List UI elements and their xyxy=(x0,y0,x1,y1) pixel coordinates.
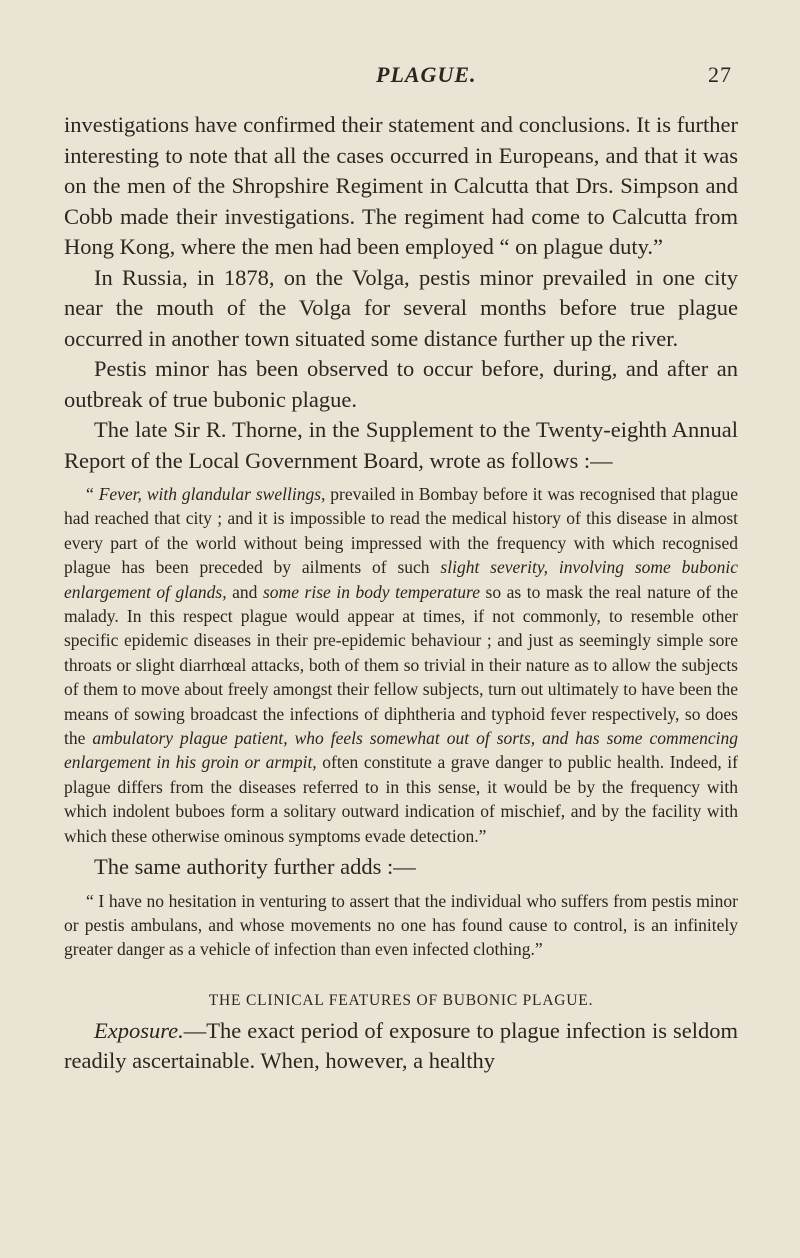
quote-hesitation: “ I have no hesitation in venturing to assert that the individual who suffers from pestis minor or pestis ambulans, and whose movements no one has found cause to control, is an infinitely greater danger as a vehicle of infection than even infected clothing.” xyxy=(64,890,738,960)
running-head-title: PLAGUE. xyxy=(376,62,477,87)
quote-text-1: prevailed in Bombay before it was recognised that plague had reached that city ; and it is impossible to read the medical history of this disease in almost every part of the world without being impressed with the frequency with which recognised plague has been preceded by ailments of such xyxy=(64,484,738,578)
paragraph-exposure xyxy=(64,1016,738,1077)
quote-open: “ xyxy=(86,484,99,504)
paragraph-russia: In Russia, in 1878, on the Volga, pestis minor prevailed in one city near the mouth of the Volga for several months before true plague occurred in another town situated some distance further up the river. xyxy=(64,264,738,351)
quote-text-4: often constitute a grave danger to public health. Indeed, if plague differs from the diseases referred to in this sense, it would be by the frequency with which indolent buboes form a solitary outward indication of mischief, and by the facility with which these otherwise ominous symptoms evade detection.” xyxy=(64,752,738,846)
quote-italic-body-temperature: some rise in body temperature xyxy=(263,581,480,602)
paragraph-thorne: The late Sir R. Thorne, in the Supplement to the Twenty-eighth Annual Report of the Local Government Board, wrote as follows :— xyxy=(64,417,738,473)
quote-italic-fever: Fever, with glandular swellings, xyxy=(98,484,326,504)
quote-italic-slight-severity: slight severity, involving some bubonic enlargement of glands, xyxy=(64,557,739,602)
quote-text-3: so as to mask the real nature of the malady. In this respect plague would appear at times, if not commonly, to resemble other specific epidemic diseases in their pre-epidemic behaviour ; and just as seemingly simple sore throats or slight diarrhœal attacks, both of them so trivial in their nature as to allow the subjects of them to move about freely amongst their fellow subjects, turn out ultimately to have been the means of sowing broadcast the infections of diphtheria and typhoid fever respectively, so does the xyxy=(64,581,738,749)
page-number: 27 xyxy=(708,62,732,87)
quote-italic-ambulatory: ambulatory plague patient, who feels somewhat out of sorts, and has some commencing enlargement in his groin or armpit, xyxy=(64,728,738,773)
exposure-text: —The exact period of exposure to plague infection is seldom readily ascertainable. When, however, a healthy xyxy=(64,1017,738,1074)
quote-thorne xyxy=(64,482,738,848)
exposure-label: Exposure. xyxy=(94,1017,184,1043)
paragraph-investigations: investigations have confirmed their statement and conclusions. It is further interesting to note that all the cases occurred in Europeans, and that it was on the men of the Shropshire Regiment in Calcutta that Drs. Simpson and Cobb made their investigations. The regiment had come to Calcutta from Hong Kong, where the men had been employed “ on plague duty.” xyxy=(64,112,738,259)
paragraph-same-authority: The same authority further adds :— xyxy=(94,854,416,880)
quote-text-2: and xyxy=(226,581,263,602)
section-heading: THE CLINICAL FEATURES OF BUBONIC PLAGUE. xyxy=(208,991,594,1009)
paragraph-pestis-minor: Pestis minor has been observed to occur before, during, and after an outbreak of true bubonic plague. xyxy=(64,356,738,412)
running-head xyxy=(64,62,738,96)
